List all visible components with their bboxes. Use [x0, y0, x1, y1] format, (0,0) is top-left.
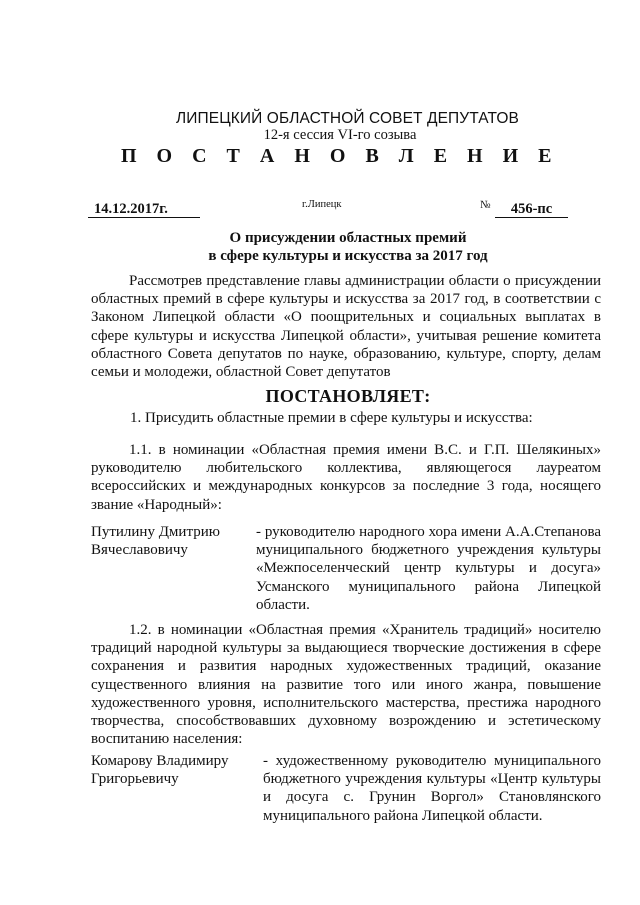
document-city: г.Липецк: [302, 199, 342, 210]
preamble-paragraph: Рассмотрев представление главы администрации области о присуждении областных премий в сфере культуры и искусства за 2017 год, в соответствии с Законом Липецкой области «О поощрительных и социальных выплатах в сфере культуры и искусства Липецкой области», учитывая решение комитета областного Совета депутатов по науке, образованию, культуре, спорту, делам семьи и молодежи, областной Совет депутатов: [91, 273, 601, 381]
document-date: 14.12.2017г.: [88, 201, 200, 218]
awardee-name: [91, 752, 241, 788]
document-number: 456-пс: [495, 201, 568, 218]
item-1-1: 1.1. в номинации «Областная премия имени В.С. и Г.П. Шелякиных» руководителю любительского коллектива, являющегося лауреатом всероссийских и международных конкурсов за последние 3 года, носящего звание «Народный»:: [91, 442, 601, 513]
awardee-description: - художественному руководителю муниципального бюджетного учреждения культуры «Центр культуры и досуга с. Грунин Воргол» Становлянского муниципального района Липецкой области.: [263, 753, 601, 824]
subject-line-2: в сфере культуры и искусства за 2017 год: [208, 248, 488, 264]
item-1: 1. Присудить областные премии в сфере культуры и искусства:: [130, 410, 533, 426]
resolves-heading: ПОСТАНОВЛЯЕТ:: [265, 386, 431, 406]
subject-line-1: О присуждении областных премий: [229, 230, 467, 246]
council-name: ЛИПЕЦКИЙ ОБЛАСТНОЙ СОВЕТ ДЕПУТАТОВ: [176, 110, 519, 127]
session-line: 12-я сессия VI-го созыва: [263, 127, 417, 143]
awardee-name: [91, 523, 241, 559]
document-type-title: П О С Т А Н О В Л Е Н И Е: [121, 145, 559, 167]
awardee-description: - руководителю народного хора имени А.А.Степанова муниципального бюджетного учреждения культуры «Межпоселенческий центр культуры и досуга» Усманского муниципального района Липецкой области.: [256, 524, 601, 613]
document-subject: [0, 229, 640, 265]
awardee-name-line-1: Путилину Дмитрию: [91, 524, 220, 540]
number-label: №: [480, 199, 491, 211]
item-1-2: 1.2. в номинации «Областная премия «Хранитель традиций» носителю традиций народной культуры за выдающиеся творческие достижения в сфере сохранения и развития народных художественных традиций, оказание существенного влияния на развитие того или иного жанра, повышение художественного уровня, исполнительского мастерства, престижа народного творчества, способствовавших духовному возрождению и эстетическому воспитанию населения:: [91, 622, 601, 748]
awardee-name-line-2: Вячеславовичу: [91, 542, 188, 559]
awardee-name-line-1: Комарову Владимиру: [91, 753, 229, 769]
awardee-name-line-2: Григорьевичу: [91, 771, 179, 788]
